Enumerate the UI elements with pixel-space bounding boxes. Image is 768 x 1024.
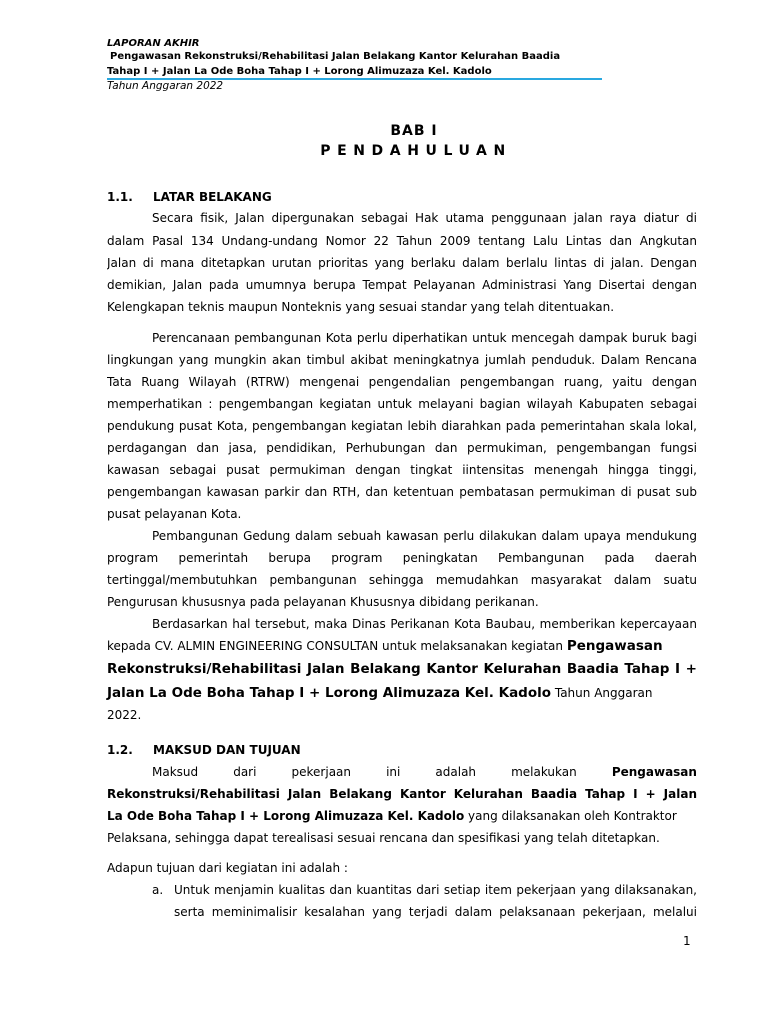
paragraph-line: Berdasarkan hal tersebut, maka Dinas Perikanan Kota Baubau, memberikan kepercayaan <box>152 617 697 631</box>
paragraph-line: demikian, Jalan pada umumnya berupa Tempat Pelayanan Administrasi Yang Disertai dengan <box>107 278 697 292</box>
paragraph-line: Kelengkapan teknis maupun Nonteknis yang sesuai standar yang telah ditentuakan. <box>107 300 615 314</box>
list-item-line: Untuk menjamin kualitas dan kuantitas dari setiap item pekerjaan yang dilaksanakan, <box>174 883 697 897</box>
paragraph-line <box>152 765 697 779</box>
paragraph-line: Tata Ruang Wilayah (RTRW) mengenai pengendalian pengembangan ruang, yaitu dengan <box>107 375 697 389</box>
paragraph-line: 2022. <box>107 708 142 722</box>
section-heading-maksud-dan-tujuan <box>107 743 301 757</box>
paragraph-text: kepada CV. ALMIN ENGINEERING CONSULTAN untuk melaksanakan kegiatan <box>107 639 563 653</box>
paragraph-line <box>107 686 697 700</box>
section-title: LATAR BELAKANG <box>153 190 272 204</box>
list-marker: a. <box>152 883 164 897</box>
paragraph-line: program pemerintah berupa program peningkatan Pembangunan pada daerah <box>107 551 697 565</box>
page-number: 1 <box>683 934 691 948</box>
header-report-title: LAPORAN AKHIR <box>107 38 200 49</box>
section-number: 1.1. <box>107 190 133 204</box>
project-name-bold: Rekonstruksi/Rehabilitasi Jalan Belakang Kantor Kelurahan Baadia Tahap I + <box>107 662 697 677</box>
list-item-line: serta meminimalisir kesalahan yang terjadi dalam pelaksanaan pekerjaan, melalui <box>174 905 697 919</box>
paragraph-line: Perencanaan pembangunan Kota perlu diperhatikan untuk mencegah dampak buruk bagi <box>152 331 697 345</box>
paragraph-word: adalah <box>435 765 477 779</box>
paragraph-line: lingkungan yang mungkin akan timbul akibat meningkatnya jumlah penduduk. Dalam Rencana <box>107 353 697 367</box>
paragraph-line: tertinggal/membutuhkan pembangunan sehingga memudahkan masyarakat dalam suatu <box>107 573 697 587</box>
chapter-title: PENDAHULUAN <box>320 143 512 159</box>
paragraph-line: dalam Pasal 134 Undang-undang Nomor 22 Tahun 2009 tentang Lalu Lintas dan Angkutan <box>107 234 697 248</box>
paragraph-line <box>107 639 697 653</box>
paragraph-line: Adapun tujuan dari kegiatan ini adalah : <box>107 861 348 875</box>
section-title: MAKSUD DAN TUJUAN <box>153 743 301 757</box>
paragraph-word: ini <box>386 765 401 779</box>
header-project-line-2: Tahap I + Jalan La Ode Boha Tahap I + Lorong Alimuzaza Kel. Kadolo <box>107 66 492 77</box>
project-name-bold: Pengawasan <box>566 638 663 654</box>
paragraph-line: kawasan sebagai pusat permukiman dengan tingkat iintensitas menengah hingga tinggi, <box>107 463 697 477</box>
project-name-bold: Rekonstruksi/Rehabilitasi Jalan Belakang Kantor Kelurahan Baadia Tahap I + Jalan <box>107 787 697 801</box>
paragraph-line: memperhatikan : pengembangan kegiatan untuk melayani bagian wilayah Kabupaten sebagai <box>107 397 697 411</box>
project-name-bold: Jalan La Ode Boha Tahap I + Lorong Alimuzaza Kel. Kadolo <box>107 685 552 701</box>
paragraph-line: Pelaksana, sehingga dapat terealisasi sesuai rencana dan spesifikasi yang telah ditetapkan. <box>107 831 660 845</box>
paragraph-word: Maksud <box>152 765 199 779</box>
paragraph-line: Secara fisik, Jalan dipergunakan sebagai Hak utama penggunaan jalan raya diatur di <box>152 211 697 225</box>
paragraph-text: yang dilaksanakan oleh Kontraktor <box>468 809 677 823</box>
paragraph-word: dari <box>233 765 257 779</box>
header-project-line-1: Pengawasan Rekonstruksi/Rehabilitasi Jalan Belakang Kantor Kelurahan Baadia <box>110 51 561 62</box>
project-name-bold: Pengawasan <box>611 765 697 779</box>
paragraph-line: pengembangan kawasan parkir dan RTH, dan ketentuan pembatasan permukiman di pusat sub <box>107 485 697 499</box>
paragraph-line: Pengurusan khususnya pada pelayanan Khususnya dibidang perikanan. <box>107 595 539 609</box>
paragraph-line: pendukung pusat Kota, pengembangan kegiatan lebih diarahkan pada pemerintahan skala lokal, <box>107 419 697 433</box>
chapter-number: BAB I <box>390 123 438 139</box>
paragraph-word: pekerjaan <box>291 765 351 779</box>
section-heading-latar-belakang <box>107 190 272 204</box>
paragraph-line: pusat pelayanan Kota. <box>107 507 242 521</box>
header-fiscal-year: Tahun Anggaran 2022 <box>107 80 224 92</box>
paragraph-text: Tahun Anggaran <box>554 686 653 700</box>
paragraph-line <box>107 809 697 823</box>
section-number: 1.2. <box>107 743 133 757</box>
paragraph-word: melakukan <box>511 765 577 779</box>
paragraph-line: perdagangan dan jasa, pendidikan, Perhubungan dan permukiman, pengembangan fungsi <box>107 441 697 455</box>
project-name-bold: La Ode Boha Tahap I + Lorong Alimuzaza Kel. Kadolo <box>107 809 465 823</box>
paragraph-line: Pembangunan Gedung dalam sebuah kawasan perlu dilakukan dalam upaya mendukung <box>152 529 697 543</box>
paragraph-line: Jalan di mana ditetapkan urutan prioritas yang berlaku dalam berlalu lintas di jalan. Dengan <box>107 256 697 270</box>
